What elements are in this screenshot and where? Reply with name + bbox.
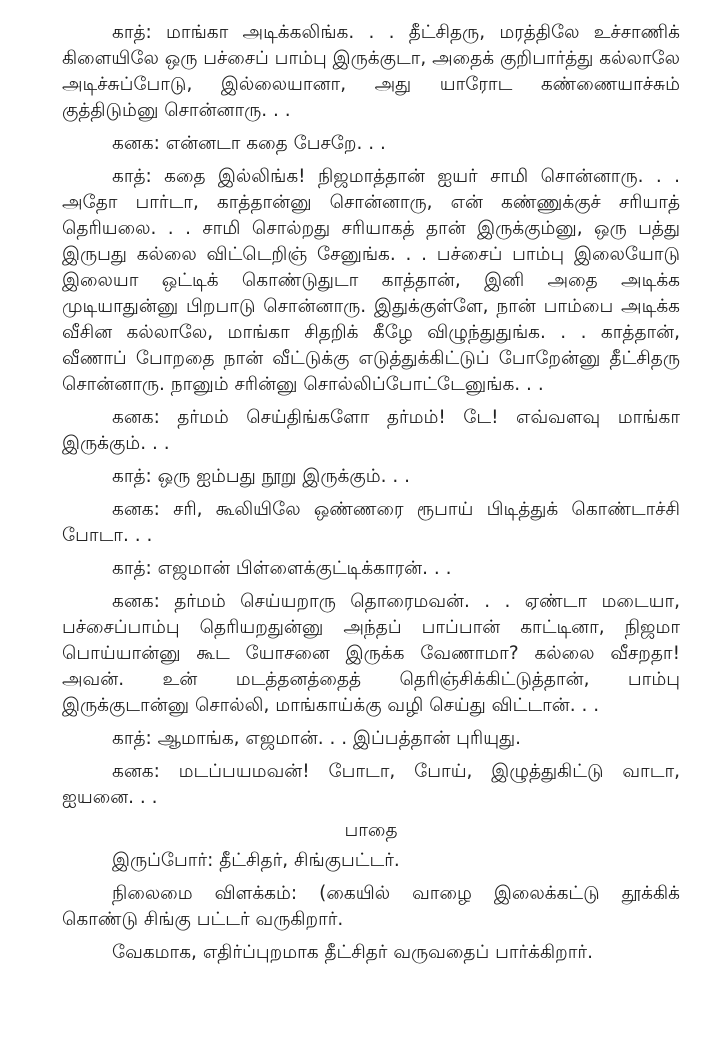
dialogue-paragraph: காத்: எஜமான் பிள்ளைக்குட்டிக்காரன். . . [112,558,452,579]
dialogue-paragraph: காத்: கதை இல்லிங்க! நிஜமாத்தான் ஐயர் சாமி சொன்னாரு. . . அதோ பார்டா, காத்தான்னு சொன்னாரு, என் கண்ணுக்குச் சரியாத் தெரியலை. . . சாமி சொல்றது சரியாகத் தான் இருக்கும்னு, ஒரு பத்து இருபது கல்லை விட்டெறிஞ் சேனுங்க. . . பச்சைப் பாம்பு இலையோடு இலையா ஒட்டிக் கொண்டுதுடா காத்தான், இனி அதை அடிக்க முடியாதுன்னு பிறபாடு சொன்னாரு. இதுக்குள்ளே, நான் பாம்பை அடிக்க வீசின கல்லாலே, மாங்கா சிதறிக் கீழே விழுந்துதுங்க. . . காத்தான், வீணாப் போறதை நான் வீட்டுக்கு எடுத்துக்கிட்டுப் போறேன்னு தீட்சிதரு சொன்னாரு. நானும் சரின்னு சொல்லிப்போட்டேனுங்க. . . [62,166,680,395]
action-line: வேகமாக, எதிர்ப்புறமாக தீட்சிதர் வருவதைப் பார்க்கிறார். [112,942,593,963]
dialogue-paragraph: கனக: தர்மம் செய்திங்களோ தர்மம்! டே! எவ்வளவு மாங்கா இருக்கும். . . [62,407,680,454]
dialogue-paragraph: கனக: என்னடா கதை பேசறே. . . [112,133,386,154]
dialogue-paragraph: காத்: ஆமாங்க, எஜமான். . . இப்பத்தான் புரியுது. [112,728,522,749]
dialogue-paragraph: கனக: மடப்பயமவன்! போடா, போய், இழுத்துகிட்டு வாடா, ஐயனை. . . [62,761,680,808]
scene-heading: பாதை [344,820,398,841]
dialogue-paragraph: காத்: மாங்கா அடிக்கலிங்க. . . தீட்சிதரு, மரத்திலே உச்சாணிக் கிளையிலே ஒரு பச்சைப் பாம்பு இருக்குடா, அதைக் குறிபார்த்து கல்லாலே அடிச்சுப்போடு, இல்லையானா, அது யாரோட கண்ணையாச்சும் குத்திடும்னு சொன்னாரு. . . [62,22,680,121]
situation-paragraph: நிலைமை விளக்கம்: (கையில் வாழை இலைக்கட்டு தூக்கிக் கொண்டு சிங்கு பட்டர் வருகிறார். [62,883,680,930]
dialogue-paragraph: காத்: ஒரு ஐம்பது நூறு இருக்கும். . . [112,466,410,487]
document-page [62,20,680,973]
dialogue-paragraph: கனக: தர்மம் செய்யறாரு தொரைமவன். . . ஏண்டா மடையா, பச்சைப்பாம்பு தெரியறதுன்னு அந்தப் பாப்பான் காட்டினா, நிஜமா பொய்யான்னு கூட யோசனை இருக்க வேணாமா? கல்லை வீசறதா! அவன். உன் மடத்தனத்தைத் தெரிஞ்சிக்கிட்டுத்தான், பாம்பு இருக்குடான்னு சொல்லி, மாங்காய்க்கு வழி செய்து விட்டான். . . [62,591,680,716]
characters-line: இருப்போர்: தீட்சிதர், சிங்குபட்டர். [112,850,400,871]
dialogue-paragraph: கனக: சரி, கூலியிலே ஒண்ணரை ரூபாய் பிடித்துக் கொண்டாச்சி போடா. . . [62,499,680,546]
